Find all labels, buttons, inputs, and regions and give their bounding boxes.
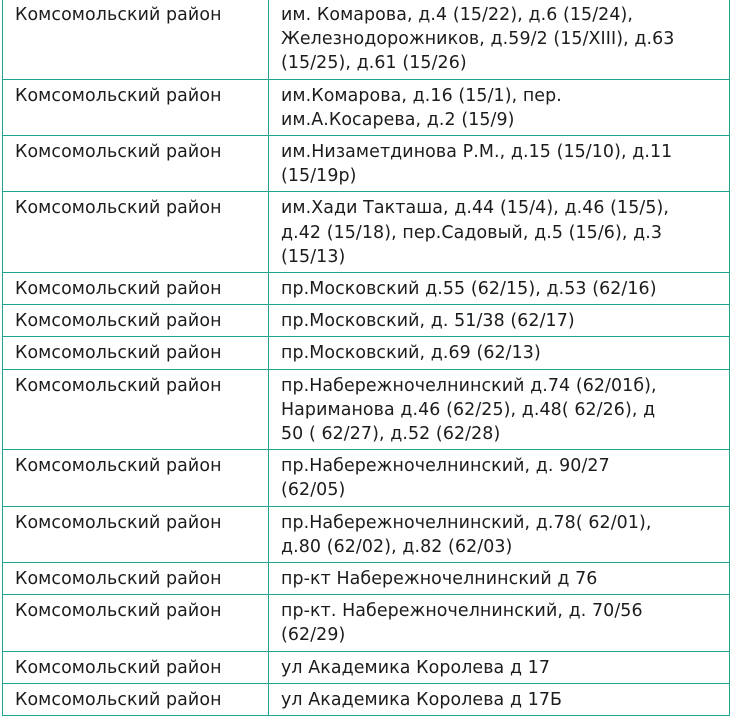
district-cell: Комсомольский район (3, 651, 269, 683)
district-cell: Комсомольский район (3, 450, 269, 506)
district-cell: Комсомольский район (3, 337, 269, 369)
address-cell: им. Комарова, д.4 (15/22), д.6 (15/24), Железнодорожников, д.59/2 (15/XIII), д.63 (15/25), д.61 (15/26) (269, 0, 730, 79)
address-cell: ул Академика Королева д 17Б (269, 683, 730, 715)
address-cell: пр-кт. Набережночелнинский, д. 70/56 (62/29) (269, 595, 730, 651)
district-cell: Комсомольский район (3, 136, 269, 192)
address-cell: им.Низаметдинова Р.М., д.15 (15/10), д.11 (15/19р) (269, 136, 730, 192)
table-row (3, 305, 730, 337)
table-row (3, 651, 730, 683)
address-cell: ул Академика Королева д 17 (269, 651, 730, 683)
address-cell: пр.Московский, д. 51/38 (62/17) (269, 305, 730, 337)
table-row (3, 450, 730, 506)
district-cell: Комсомольский район (3, 192, 269, 273)
address-cell: пр.Набережночелнинский д.74 (62/01б), Нариманова д.46 (62/25), д.48( 62/26), д 50 ( 62/27), д.52 (62/28) (269, 369, 730, 450)
table-row (3, 136, 730, 192)
table-row (3, 506, 730, 562)
table-row (3, 273, 730, 305)
table-row (3, 563, 730, 595)
table-row (3, 595, 730, 651)
table-row (3, 369, 730, 450)
district-cell: Комсомольский район (3, 506, 269, 562)
district-cell: Комсомольский район (3, 595, 269, 651)
table-row (3, 337, 730, 369)
address-cell: пр.Набережночелнинский, д.78( 62/01), д.80 (62/02), д.82 (62/03) (269, 506, 730, 562)
address-cell: им.Хади Такташа, д.44 (15/4), д.46 (15/5), д.42 (15/18), пер.Садовый, д.5 (15/6), д.3 (15/13) (269, 192, 730, 273)
address-cell: пр.Московский, д.69 (62/13) (269, 337, 730, 369)
table-row (3, 683, 730, 715)
address-cell: пр.Набережночелнинский, д. 90/27 (62/05) (269, 450, 730, 506)
district-cell: Комсомольский район (3, 305, 269, 337)
address-cell: им.Комарова, д.16 (15/1), пер. им.А.Косарева, д.2 (15/9) (269, 79, 730, 135)
address-cell: пр.Московский д.55 (62/15), д.53 (62/16) (269, 273, 730, 305)
table-row (3, 79, 730, 135)
district-cell: Комсомольский район (3, 79, 269, 135)
table-row (3, 192, 730, 273)
district-cell: Комсомольский район (3, 0, 269, 79)
district-cell: Комсомольский район (3, 369, 269, 450)
table-row (3, 0, 730, 79)
district-cell: Комсомольский район (3, 273, 269, 305)
address-cell: пр-кт Набережночелнинский д 76 (269, 563, 730, 595)
district-cell: Комсомольский район (3, 563, 269, 595)
address-table (2, 0, 730, 716)
district-cell: Комсомольский район (3, 683, 269, 715)
